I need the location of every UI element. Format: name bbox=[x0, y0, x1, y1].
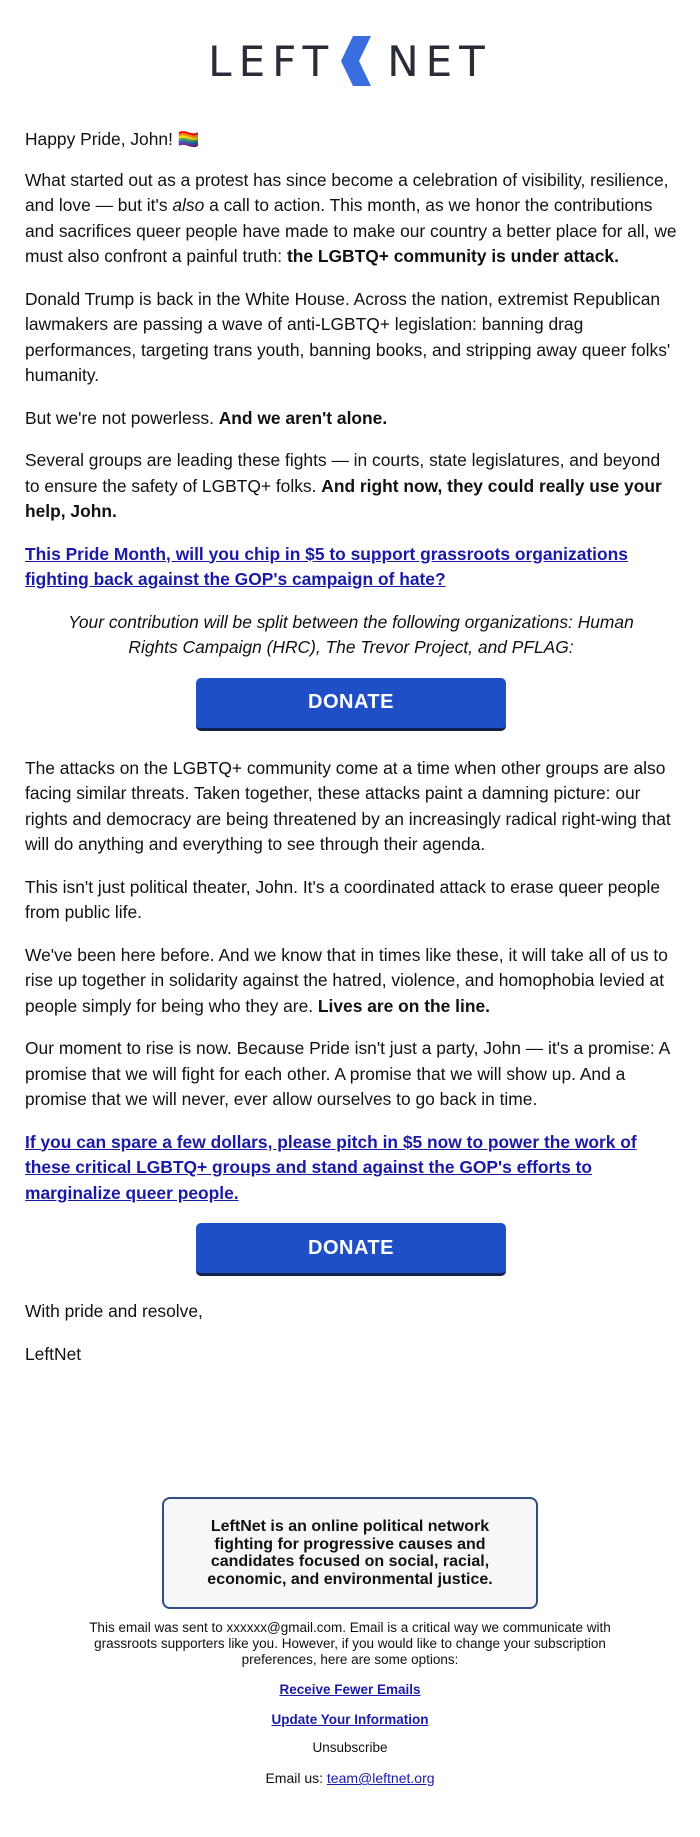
greeting-text: Happy Pride, John! bbox=[25, 129, 173, 149]
split-note: Your contribution will be split between the following organizations: Human Rights Campaign (HRC), The Trevor Project, and PFLAG: bbox=[68, 611, 634, 657]
about-leftnet-box: LeftNet is an online political network fighting for progressive causes and candidates focused on social, racial, economic, and environmental justice. bbox=[162, 1497, 538, 1609]
update-information-link[interactable]: Update Your Information bbox=[271, 1712, 429, 1727]
logo-right-text: NET bbox=[387, 36, 492, 86]
p1-italic: also bbox=[172, 195, 205, 215]
paragraph-political-theater: This isn't just political theater, John. It's a coordinated attack to erase queer people from public life. bbox=[25, 876, 661, 922]
p1-text-a: What started out as a protest has since become a celebration of visibility, resilience, and love — but it's bbox=[25, 169, 669, 215]
footer bbox=[60, 1620, 640, 1786]
cta-paragraph-1 bbox=[25, 542, 677, 593]
paragraph-groups bbox=[25, 448, 677, 525]
donate-wrapper-1 bbox=[25, 678, 677, 731]
contact-email bbox=[60, 1770, 640, 1786]
signoff: With pride and resolve, bbox=[25, 1301, 203, 1321]
p3-bold: And we aren't alone. bbox=[218, 407, 388, 428]
cta-paragraph-2 bbox=[25, 1130, 677, 1207]
p4-text: Several groups are leading these fights — in courts, state legislatures, and beyond to ensure the safety of LGBTQ+ folks. bbox=[25, 450, 661, 496]
paragraph-not-powerless bbox=[25, 406, 677, 432]
donate-wrapper-2 bbox=[25, 1223, 677, 1276]
donate-button[interactable]: DONATE bbox=[196, 1223, 506, 1276]
pride-flag-icon: 🏳️‍🌈 bbox=[177, 129, 200, 149]
p7-text: We've been here before. And we know that in times like these, it will take all of us to rise up together in solidarity against the hatred, violence, and homophobia levied at people simply for being who they are. bbox=[25, 944, 668, 1016]
paragraph-moment: Our moment to rise is now. Because Pride isn't just a party, John — it's a promise: A promise that we will fight for each other. A promise that we will show up. And a promise that we will never, ever allow ourselves to go back in time. bbox=[25, 1038, 670, 1109]
cta-link-chip-in[interactable]: This Pride Month, will you chip in $5 to support grassroots organizations fighting back against the GOP's campaign of hate? bbox=[25, 543, 628, 589]
paragraph-protest bbox=[25, 168, 677, 270]
p7-bold: Lives are on the line. bbox=[317, 995, 490, 1016]
receive-fewer-emails-link[interactable]: Receive Fewer Emails bbox=[279, 1682, 421, 1697]
donate-button[interactable]: DONATE bbox=[196, 678, 506, 731]
p3-text: But we're not powerless. bbox=[25, 407, 219, 428]
leftnet-logo bbox=[0, 36, 700, 86]
subscription-notice: This email was sent to xxxxxx@gmail.com. Email is a critical way we communicate with grassroots supporters like you. However, if you would like to change your subscription preferences, here are some options: bbox=[89, 1620, 611, 1667]
chevron-left-icon bbox=[341, 36, 375, 86]
p1-text-b: a call to action. This month, as we honor the contributions and sacrifices queer people have made to make our country a better place for all, we must also confront a painful truth: bbox=[25, 195, 677, 266]
paragraph-trump: Donald Trump is back in the White House. Across the nation, extremist Republican lawmakers are passing a wave of anti-LGBTQ+ legislation: banning drag performances, targeting trans youth, banning books, and stripping away queer folks' humanity. bbox=[25, 288, 671, 385]
logo-left-text: LEFT bbox=[208, 36, 336, 86]
email-body bbox=[25, 127, 677, 1384]
p4-bold: And right now, they could really use your help, John. bbox=[25, 475, 662, 521]
paragraph-attacks: The attacks on the LGBTQ+ community come at a time when other groups are also facing similar threats. Taken together, these attacks paint a damning picture: our rights and democracy are being threatened by an increasingly radical right-wing that will do anything and everything to see through their agenda. bbox=[25, 757, 671, 854]
p1-bold: the LGBTQ+ community is under attack. bbox=[286, 246, 619, 266]
signature: LeftNet bbox=[25, 1343, 82, 1364]
greeting bbox=[25, 127, 677, 153]
email-address-link[interactable]: team@leftnet.org bbox=[326, 1770, 435, 1786]
cta-link-spare-dollars[interactable]: If you can spare a few dollars, please pitch in $5 now to power the work of these critical LGBTQ+ groups and stand against the GOP's efforts to marginalize queer people. bbox=[25, 1131, 637, 1203]
unsubscribe-link[interactable]: Unsubscribe bbox=[312, 1740, 388, 1755]
paragraph-been-here bbox=[25, 943, 677, 1020]
email-label: Email us: bbox=[265, 1770, 327, 1786]
